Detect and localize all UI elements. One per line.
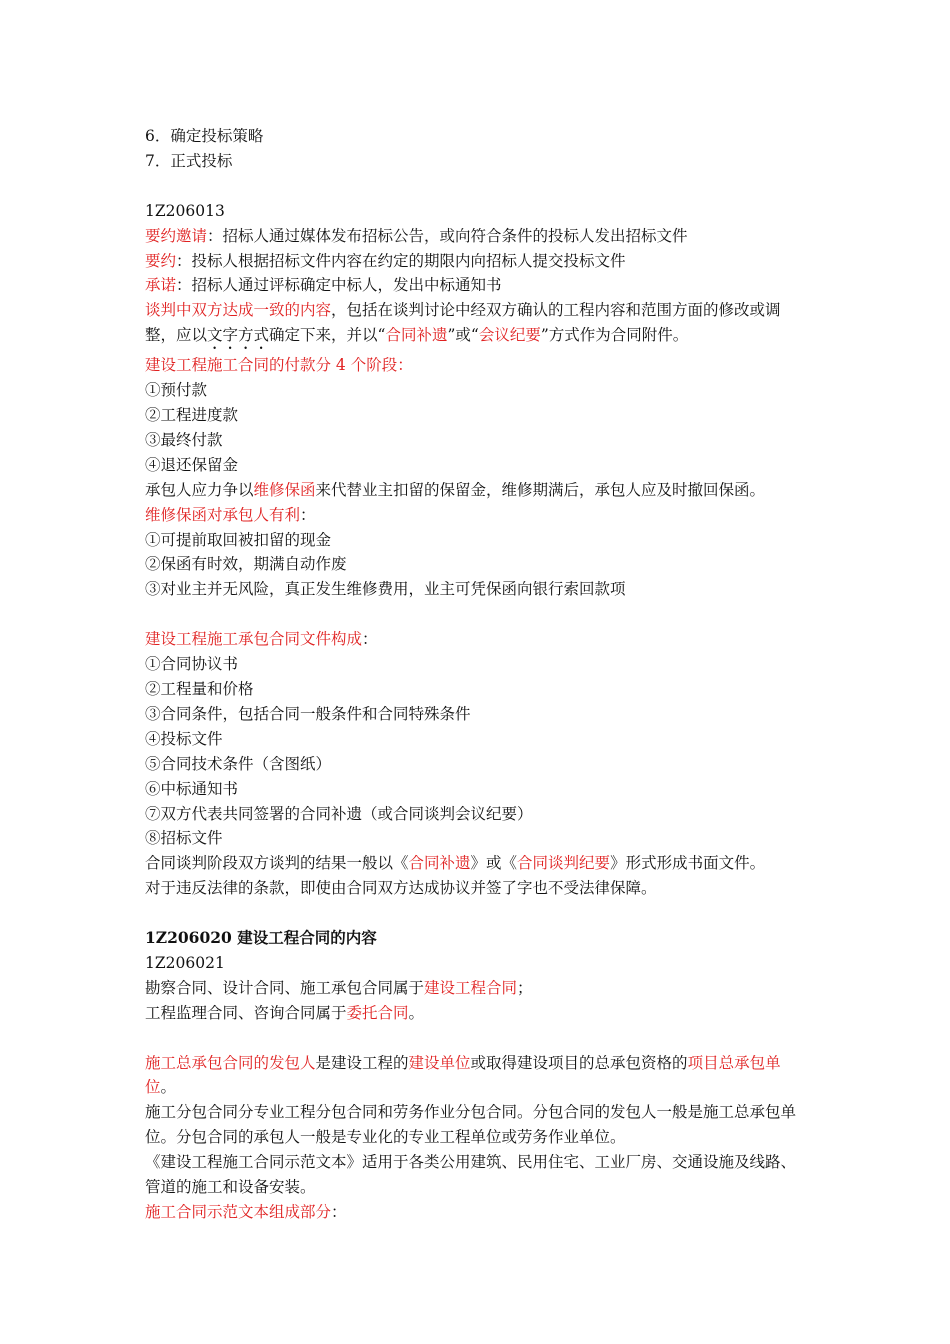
construction-contract-line bbox=[145, 976, 810, 1001]
offer-term: 要约 bbox=[145, 251, 177, 270]
result-text-1: 合同谈判阶段双方谈判的结果一般以《 bbox=[145, 854, 409, 873]
payment-item: ①预付款 bbox=[145, 381, 208, 400]
maintenance-advantage-term: 维修保函对承包人有利 bbox=[145, 505, 301, 524]
contract-docs-colon: ： bbox=[362, 630, 378, 649]
doc-item: ⑥中标通知书 bbox=[145, 779, 239, 798]
negotiation-text-3: ”或“ bbox=[447, 326, 479, 345]
gc-employer-term: 施工总承包合同的发包人 bbox=[145, 1053, 316, 1072]
construction-contract-term: 建设工程合同 bbox=[424, 978, 518, 997]
maintenance-guarantee-term: 维修保函 bbox=[253, 480, 316, 499]
blank-line bbox=[145, 901, 810, 926]
section-heading-1z206020: 1Z206020 建设工程合同的内容 bbox=[145, 928, 377, 948]
offer-line bbox=[145, 249, 810, 274]
blank-line bbox=[145, 602, 810, 627]
gc-text-1: 是建设工程的 bbox=[315, 1053, 409, 1072]
payment-item: ②工程进度款 bbox=[145, 406, 239, 425]
entrust-contract-term: 委托合同 bbox=[346, 1003, 409, 1022]
payment-item: ④退还保留金 bbox=[145, 455, 239, 474]
section-code-1z206013: 1Z206013 bbox=[145, 201, 225, 220]
maintenance-text-1: 承包人应力争以 bbox=[145, 480, 254, 499]
payment-heading: 建设工程施工合同的付款分 4 个阶段： bbox=[145, 356, 413, 375]
maintenance-guarantee-line bbox=[145, 478, 810, 503]
result-term-2: 合同谈判纪要 bbox=[517, 854, 611, 873]
step-7: 7．正式投标 bbox=[145, 151, 233, 170]
law-line: 对于违反法律的条款，即使由合同双方达成协议并签了字也不受法律保障。 bbox=[145, 879, 657, 898]
doc-item: ⑦双方代表共同签署的合同补遗（或合同谈判会议纪要） bbox=[145, 804, 533, 823]
doc-item: ①合同协议书 bbox=[145, 655, 239, 674]
doc-item: ⑤合同技术条件（含图纸） bbox=[145, 754, 332, 773]
document-page bbox=[145, 124, 810, 1225]
invite-term: 要约邀请 bbox=[145, 226, 208, 245]
offer-text: ：投标人根据招标文件内容在约定的期限内向招标人提交投标文件 bbox=[176, 251, 626, 270]
subcontract-paragraph: 施工分包合同分专业工程分包合同和劳务作业分包合同。分包合同的发包人一般是施工总承包单位。分包合同的承包人一般是专业化的专业工程单位或劳务作业单位。 bbox=[145, 1103, 797, 1147]
negotiation-text-2: 确定下来，并以“ bbox=[269, 326, 386, 345]
contract-line-2-end: 。 bbox=[408, 1003, 425, 1022]
advantage-item: ②保函有时效，期满自动作废 bbox=[145, 555, 347, 574]
contract-docs-term: 建设工程施工承包合同文件构成 bbox=[145, 630, 363, 649]
doc-item: ②工程量和价格 bbox=[145, 680, 254, 698]
doc-item: ④投标文件 bbox=[145, 729, 223, 748]
blank-line bbox=[145, 174, 810, 199]
result-text-3: 》形式形成书面文件。 bbox=[610, 854, 766, 873]
maintenance-advantage-heading bbox=[145, 503, 810, 528]
model-parts-colon: ： bbox=[331, 1203, 347, 1221]
gc-end: 。 bbox=[160, 1078, 177, 1097]
blank-line bbox=[145, 1026, 810, 1051]
maintenance-advantage-colon: ： bbox=[300, 505, 316, 524]
model-text-paragraph: 《建设工程施工合同示范文本》适用于各类公用建筑、民用住宅、工业厂房、交通设施及线路、管道的施工和设备安装。 bbox=[145, 1153, 797, 1197]
acceptance-line bbox=[145, 273, 810, 298]
result-text-2: 》或《 bbox=[470, 854, 518, 873]
advantage-item: ①可提前取回被扣留的现金 bbox=[145, 530, 332, 549]
project-gc-unit-term: 项目总承包单位 bbox=[145, 1053, 781, 1097]
doc-item: ⑧招标文件 bbox=[145, 829, 223, 848]
doc-item: ③合同条件，包括合同一般条件和合同特殊条件 bbox=[145, 704, 471, 723]
contract-line-1-text: 勘察合同、设计合同、施工承包合同属于 bbox=[145, 978, 425, 997]
contract-line-1-end: ； bbox=[517, 978, 533, 997]
payment-item: ③最终付款 bbox=[145, 430, 223, 449]
construction-unit-term: 建设单位 bbox=[408, 1053, 471, 1072]
maintenance-text-2: 来代替业主扣留的保留金，维修期满后，承包人应及时撤回保函。 bbox=[315, 480, 766, 499]
meeting-minutes-term: 会议纪要 bbox=[478, 326, 541, 345]
step-6: 6．确定投标策略 bbox=[145, 127, 264, 145]
negotiation-text-4: ”方式作为合同附件。 bbox=[540, 326, 689, 345]
negotiation-text-1: ，包括在谈判讨论中经双方确认的工程内容和范围方面的修改或调整，应以 bbox=[145, 301, 781, 345]
model-parts-heading bbox=[145, 1200, 810, 1225]
invite-text: ：招标人通过媒体发布招标公告，或向符合条件的投标人发出招标文件 bbox=[207, 226, 688, 245]
section-code-1z206021: 1Z206021 bbox=[145, 953, 225, 972]
contract-docs-heading bbox=[145, 627, 810, 652]
negotiation-dotted-text: 文字方式 bbox=[207, 326, 270, 345]
negotiation-paragraph bbox=[145, 298, 810, 353]
general-contractor-paragraph bbox=[145, 1051, 810, 1101]
negotiation-term: 谈判中双方达成一致的内容 bbox=[145, 301, 332, 320]
contract-line-2-text: 工程监理合同、咨询合同属于 bbox=[145, 1003, 347, 1022]
invite-offer-line bbox=[145, 224, 810, 249]
model-parts-term: 施工合同示范文本组成部分 bbox=[145, 1203, 332, 1221]
negotiation-result-line bbox=[145, 851, 810, 876]
entrust-contract-line bbox=[145, 1001, 810, 1026]
gc-text-2: 或取得建设项目的总承包资格的 bbox=[470, 1053, 688, 1072]
acceptance-term: 承诺 bbox=[145, 276, 177, 295]
result-term-1: 合同补遗 bbox=[408, 854, 471, 873]
acceptance-text: ：招标人通过评标确定中标人，发出中标通知书 bbox=[176, 276, 502, 295]
contract-addendum-term: 合同补遗 bbox=[385, 326, 448, 345]
advantage-item: ③对业主并无风险，真正发生维修费用，业主可凭保函向银行索回款项 bbox=[145, 580, 626, 599]
